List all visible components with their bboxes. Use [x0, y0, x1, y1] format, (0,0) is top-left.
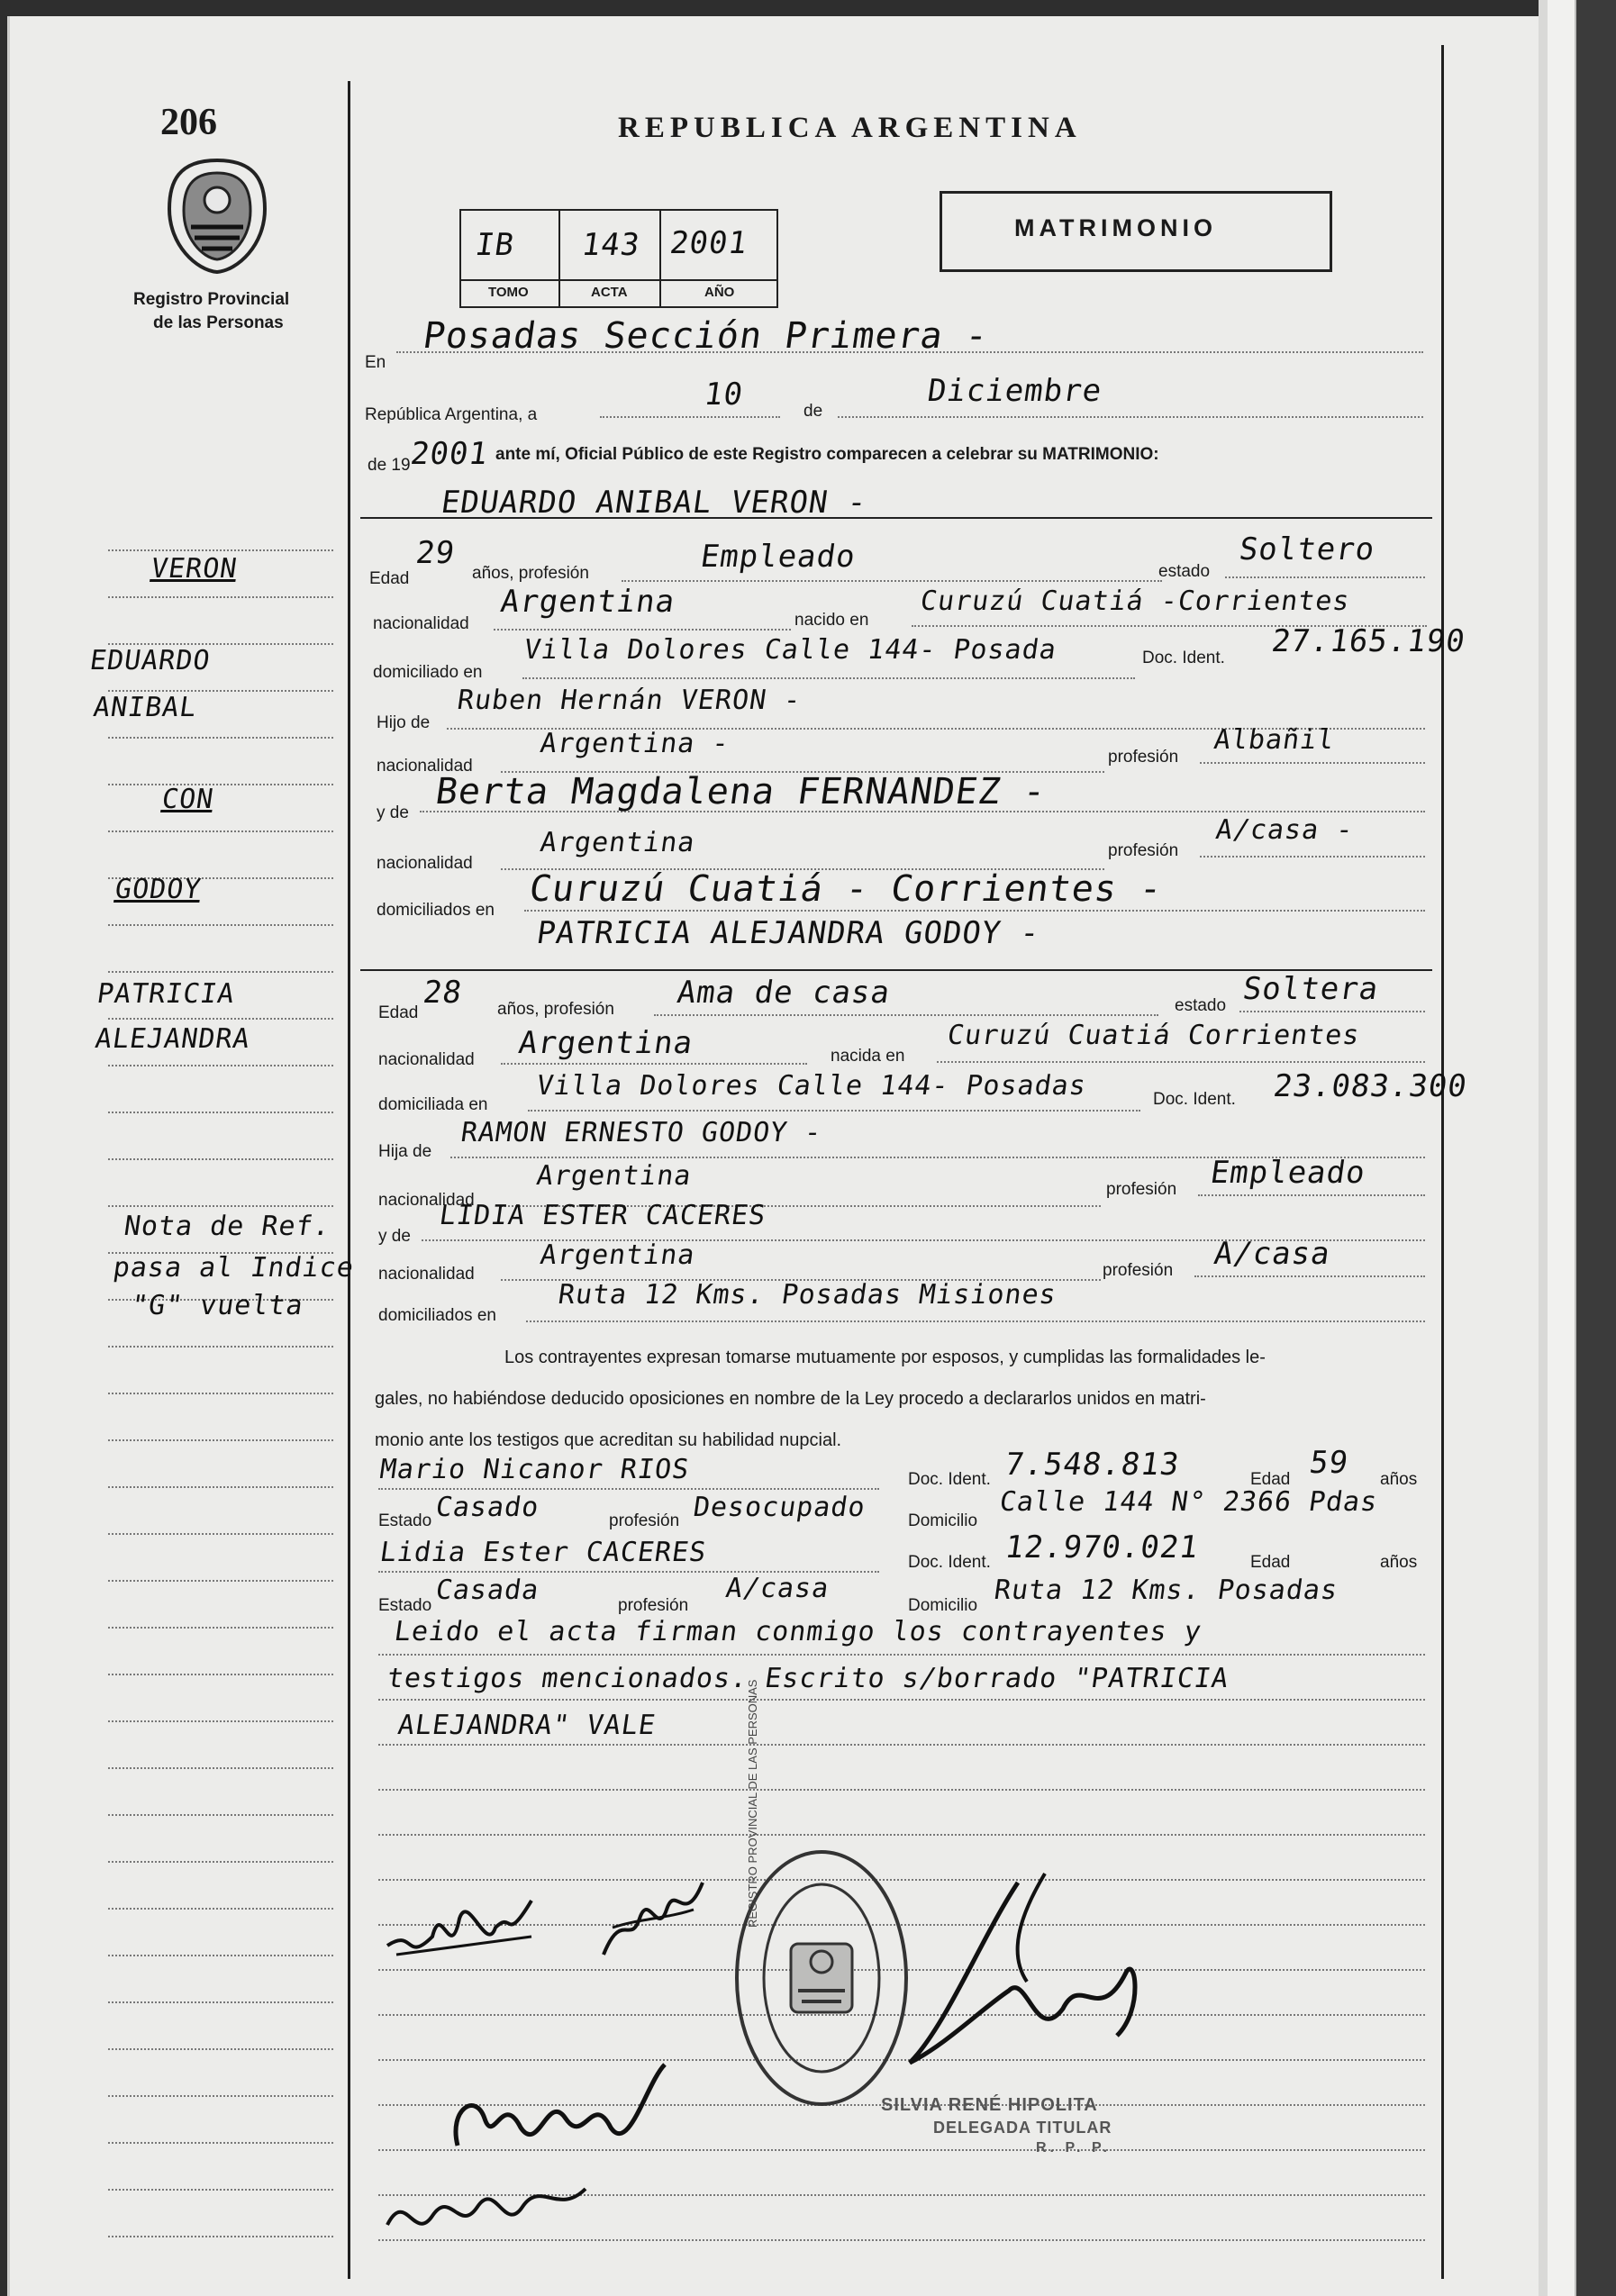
margin-note-given-1: EDUARDO [87, 645, 213, 676]
bride-pdom-label: domiciliados en [378, 1306, 496, 1325]
official-sub: R. P. P. [1036, 2140, 1111, 2155]
official-name: SILVIA RENÉ HIPOLITA [881, 2095, 1098, 2115]
bride-nacionalidad: Argentina [516, 1025, 696, 1061]
witness-2-prof-label: profesión [618, 1596, 689, 1615]
margin-rule [108, 1205, 333, 1207]
margin-rule [108, 596, 333, 598]
bride-edad: 28 [421, 975, 465, 1011]
margin-rule [108, 2048, 333, 2050]
margin-rule [108, 549, 333, 551]
groom-nac-line [494, 629, 791, 631]
declaration-line-2: gales, no habiéndose deducido oposiciones en nombre de la Ley procedo a declararlos unidos en matri- [375, 1389, 1206, 1409]
tomo-label: TOMO [488, 285, 529, 300]
rule-line [378, 1654, 1425, 1656]
ano-value: 2001 [667, 225, 750, 261]
witness-2-prof: A/casa [723, 1573, 831, 1604]
bride-nac-label: nacionalidad [378, 1050, 475, 1069]
margin-rule [108, 1580, 333, 1582]
margin-rule [108, 971, 333, 973]
witness-1-doc-label: Doc. Ident. [908, 1470, 991, 1489]
bride-domicilio: Villa Dolores Calle 144- Posadas [534, 1070, 1089, 1102]
ref-note-line-2: pasa al Indice [111, 1252, 357, 1284]
bride-m-prof-label: profesión [1103, 1261, 1174, 1280]
margin-rule [108, 2142, 333, 2144]
groom-nacido: Curuzú Cuatiá -Corrientes [918, 585, 1353, 617]
groom-estado-label: estado [1158, 562, 1211, 581]
bride-pdom-line [526, 1320, 1425, 1322]
groom-pdom-label: domiciliados en [377, 901, 495, 920]
de-label: de [803, 402, 823, 421]
witness-2-dom: Ruta 12 Kms. Posadas [992, 1575, 1340, 1606]
rule-line [378, 1834, 1425, 1836]
margin-rule [108, 1346, 333, 1348]
margin-rule [108, 784, 333, 785]
bride-father: RAMON ERNESTO GODOY - [458, 1117, 824, 1148]
place-value: Posadas Sección Primera - [420, 315, 992, 357]
groom-y-de-label: y de [377, 803, 409, 822]
bride-mother: LIDIA ESTER CACERES [437, 1200, 768, 1231]
witness-2-dom-label: Domicilio [908, 1596, 978, 1615]
tomo-value: IB [473, 227, 517, 263]
groom-nac-label: nacionalidad [373, 614, 469, 633]
groom-f-prof-label: profesión [1108, 748, 1179, 767]
republica-label: República Argentina, a [365, 405, 538, 424]
groom-mother: Berta Magdalena FERNANDEZ - [432, 771, 1049, 812]
bride-f-nac-label: nacionalidad [378, 1191, 475, 1210]
bride-f-prof: Empleado [1208, 1155, 1368, 1191]
witness-2-estado-label: Estado [378, 1596, 432, 1615]
groom-dom-line [522, 677, 1135, 679]
margin-rule [108, 2095, 333, 2097]
country-title: REPUBLICA ARGENTINA [618, 112, 1082, 144]
groom-m-prof-line [1200, 856, 1425, 858]
ano-label: AÑO [704, 285, 735, 300]
groom-f-nac-label: nacionalidad [377, 757, 473, 776]
groom-estado-line [1225, 576, 1425, 578]
acta-label: ACTA [591, 285, 628, 300]
margin-rule [108, 1720, 333, 1722]
margin-rule [108, 1018, 333, 1020]
groom-m-nac: Argentina [538, 827, 698, 858]
closing-line-3: ALEJANDRA" VALE [395, 1710, 658, 1741]
day-value: 10 [702, 377, 746, 413]
margin-note-bride-surname: GODOY [113, 874, 204, 905]
margin-rule [108, 1861, 333, 1863]
groom-pdom-line [524, 910, 1425, 912]
margin-note-surname: VERON [149, 553, 240, 585]
year-value: 2001 [408, 436, 491, 472]
margin-rule [108, 1674, 333, 1675]
bride-full-name: PATRICIA ALEJANDRA GODOY - [534, 915, 1043, 951]
signature-bride [595, 1874, 712, 1973]
closing-line-2: testigos mencionados. Escrito s/borrado "PATRICIA [385, 1663, 1231, 1694]
groom-doc: 27.165.190 [1269, 623, 1468, 659]
bride-estado-line [1239, 1011, 1425, 1012]
bride-profesion: Ama de casa [675, 975, 893, 1011]
margin-rule [108, 1533, 333, 1535]
bride-estado: Soltera [1240, 971, 1382, 1007]
bride-prof-line [654, 1014, 1158, 1016]
signature-official [892, 1865, 1153, 2099]
bride-m-nac: Argentina [538, 1239, 698, 1271]
margin-rule [108, 737, 333, 739]
ref-note-line-1: Nota de Ref. [122, 1211, 333, 1242]
groom-m-prof: A/casa - [1213, 814, 1356, 846]
margin-rule [108, 2001, 333, 2003]
groom-name-line [360, 517, 1432, 519]
margin-note-con: CON [159, 784, 216, 815]
margin-rule [108, 1112, 333, 1113]
acta-value: 143 [579, 227, 643, 263]
margin-rule [108, 2189, 333, 2191]
groom-estado: Soltero [1237, 531, 1378, 567]
margin-note-bride-given-1: PATRICIA [95, 978, 237, 1010]
ref-divider-h [459, 279, 776, 281]
margin-rule [108, 924, 333, 926]
registry-line-2: de las Personas [153, 313, 284, 332]
groom-profesion: Empleado [698, 539, 858, 575]
margin-rule [108, 1439, 333, 1441]
day-line [600, 416, 780, 418]
groom-m-prof-label: profesión [1108, 841, 1179, 860]
bride-m-prof: A/casa [1212, 1236, 1333, 1272]
groom-edad: 29 [413, 535, 458, 571]
margin-rule [108, 1814, 333, 1816]
bride-doc: 23.083.300 [1271, 1068, 1470, 1104]
bride-f-nac: Argentina [534, 1160, 695, 1192]
rule-line [378, 1699, 1425, 1701]
month-value: Diciembre [925, 373, 1105, 409]
groom-prof-line [622, 580, 1162, 582]
groom-f-nac: Argentina - [538, 728, 732, 759]
declaration-line-3: monio ante los testigos que acreditan su habilidad nupcial. [375, 1430, 842, 1450]
month-line [838, 416, 1423, 418]
groom-parents-dom: Curuzú Cuatiá - Corrientes - [526, 868, 1166, 910]
bride-estado-label: estado [1175, 996, 1227, 1015]
margin-rule [108, 1767, 333, 1769]
declaration-line-1: Los contrayentes expresan tomarse mutuamente por esposos, y cumplidas las formalidades le- [504, 1348, 1266, 1367]
groom-hijo-label: Hijo de [377, 713, 431, 732]
groom-nacido-label: nacido en [794, 611, 869, 630]
groom-full-name: EDUARDO ANIBAL VERON - [439, 485, 870, 521]
rule-line [378, 1744, 1425, 1746]
ref-divider-1 [558, 209, 560, 306]
bride-m-nac-label: nacionalidad [378, 1265, 475, 1284]
groom-edad-label: Edad [369, 569, 410, 588]
witness-1-anos: años [1380, 1470, 1418, 1489]
bride-dom-line [528, 1110, 1140, 1112]
bride-hija-label: Hija de [378, 1142, 432, 1161]
witness-1-edad: 59 [1307, 1445, 1351, 1481]
right-border [1441, 45, 1444, 2279]
groom-f-prof: Albañil [1212, 724, 1337, 756]
witness-1-doc: 7.548.813 [1003, 1447, 1183, 1483]
witness-2-estado: Casada [433, 1575, 541, 1606]
groom-doc-label: Doc. Ident. [1142, 649, 1225, 667]
margin-divider [348, 81, 350, 2279]
margin-rule [108, 1908, 333, 1910]
witness-1-prof-label: profesión [609, 1511, 680, 1530]
bride-anos-label: años, profesión [497, 1000, 614, 1019]
rule-line [378, 1789, 1425, 1791]
groom-f-prof-line [1200, 762, 1425, 764]
bride-f-prof-label: profesión [1106, 1180, 1177, 1199]
margin-rule [108, 1393, 333, 1394]
margin-rule [108, 1627, 333, 1629]
signature-witness-2 [378, 2162, 595, 2261]
margin-rule [108, 2236, 333, 2237]
witness-2-edad-label: Edad [1250, 1553, 1291, 1572]
witness-2-anos: años [1380, 1553, 1418, 1572]
witness-1-name: Mario Nicanor RIOS [377, 1454, 692, 1485]
witness-1-dom-label: Domicilio [908, 1511, 978, 1530]
seal-emblem-icon [160, 155, 274, 277]
closing-line-1: Leido el acta firman conmigo los contrayentes y [392, 1616, 1204, 1647]
groom-m-nac-label: nacionalidad [377, 854, 473, 873]
bride-nacida: Curuzú Cuatiá Corrientes [945, 1020, 1362, 1051]
witness-1-name-line [378, 1488, 879, 1490]
margin-note-given-2: ANIBAL [91, 692, 199, 723]
bride-nacida-line [937, 1061, 1425, 1063]
groom-anos-label: años, profesión [472, 564, 589, 583]
record-type: MATRIMONIO [1014, 214, 1217, 241]
witness-2-name: Lidia Ester CACERES [377, 1537, 709, 1568]
bride-doc-label: Doc. Ident. [1153, 1090, 1236, 1109]
bride-nac-line [501, 1063, 807, 1065]
margin-note-bride-given-2: ALEJANDRA [93, 1023, 253, 1055]
statement: ante mí, Oficial Público de este Registro comparecen a celebrar su MATRIMONIO: [495, 445, 1159, 464]
bride-parents-dom: Ruta 12 Kms. Posadas Misiones [556, 1279, 1059, 1311]
bride-f-prof-line [1198, 1194, 1425, 1196]
groom-father: Ruben Hernán VERON - [455, 685, 803, 716]
official-title: DELEGADA TITULAR [933, 2119, 1112, 2137]
year-prefix: de 19 [368, 456, 411, 475]
registry-line-1: Registro Provincial [133, 290, 290, 309]
signature-groom [378, 1883, 549, 1973]
signature-witness-1 [440, 2056, 683, 2173]
groom-dom-label: domiciliado en [373, 663, 483, 682]
groom-domicilio: Villa Dolores Calle 144- Posada [522, 634, 1059, 666]
margin-rule [108, 830, 333, 832]
witness-1-edad-label: Edad [1250, 1470, 1291, 1489]
ref-divider-2 [659, 209, 661, 306]
witness-1-prof: Desocupado [691, 1492, 868, 1523]
bride-nacida-label: nacida en [831, 1047, 905, 1066]
bride-m-prof-line [1194, 1275, 1425, 1277]
groom-nacionalidad: Argentina [498, 584, 678, 620]
bride-y-de-label: y de [378, 1227, 411, 1246]
bride-edad-label: Edad [378, 1003, 419, 1022]
margin-rule [108, 1065, 333, 1066]
margin-rule [108, 1955, 333, 1956]
en-label: En [365, 353, 386, 372]
bride-dom-label: domiciliada en [378, 1095, 488, 1114]
ref-note-line-3: "G" vuelta [129, 1290, 306, 1321]
margin-rule [108, 1158, 333, 1160]
next-page-edge [1548, 0, 1576, 2296]
stamp-text: REGISTRO PROVINCIAL DE LAS PERSONAS [746, 1679, 759, 1928]
witness-1-estado: Casado [433, 1492, 541, 1523]
page-number: 206 [160, 102, 217, 143]
witness-1-estado-label: Estado [378, 1511, 432, 1530]
witness-1-dom: Calle 144 N° 2366 Pdas [997, 1486, 1380, 1518]
witness-2-doc: 12.970.021 [1003, 1529, 1202, 1565]
witness-2-doc-label: Doc. Ident. [908, 1553, 991, 1572]
margin-rule [108, 1486, 333, 1488]
